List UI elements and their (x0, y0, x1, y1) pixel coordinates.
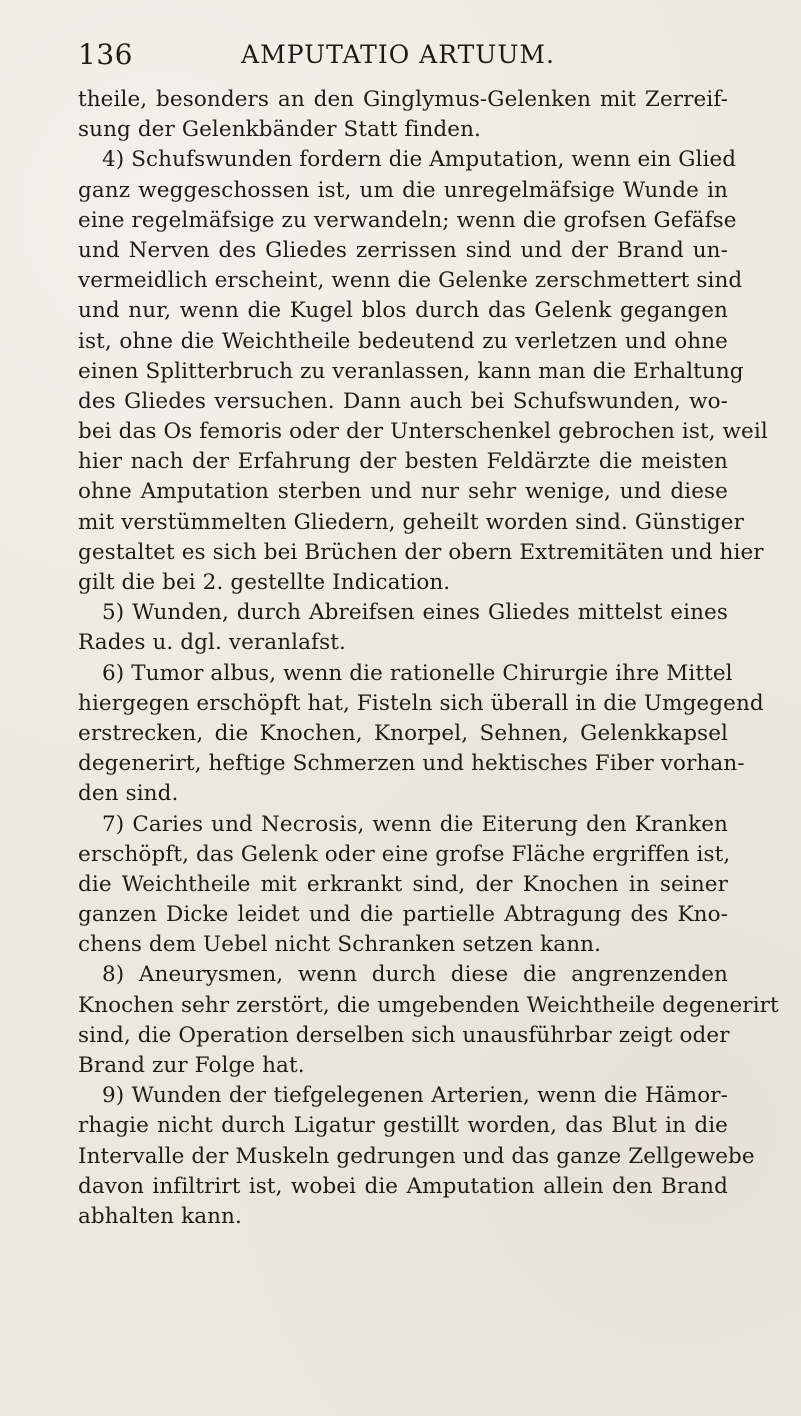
text-line-6: und Nerven des Gliedes zerrissen sind und der Brand un- (78, 237, 728, 263)
text-line-8: und nur, wenn die Kugel blos durch das Gelenk gegangen (78, 298, 728, 324)
text-line-15: mit verstümmelten Gliedern, geheilt worden sind. Günstiger (78, 509, 745, 535)
body-text (78, 85, 779, 1232)
text-line-2: sung der Gelenkbänder Statt finden. (78, 117, 481, 143)
text-line-29: chens dem Uebel nicht Schranken setzen kann. (78, 932, 602, 958)
text-line-34: 9) Wunden der tiefgelegenen Arterien, wenn die Hämor- (102, 1083, 728, 1109)
page-number: 136 (78, 38, 133, 71)
text-line-26: erschöpft, das Gelenk oder eine grofse Fläche ergriffen ist, (78, 841, 731, 867)
running-head: AMPUTATIO ARTUUM. (241, 40, 555, 69)
text-line-5: eine regelmäfsige zu verwandeln; wenn die grofsen Gefäfse (78, 207, 737, 233)
text-line-31: Knochen sehr zerstört, die umgebenden Weichtheile degenerirt (78, 992, 779, 1018)
text-line-14: ohne Amputation sterben und nur sehr wenige, und diese (78, 479, 728, 505)
text-line-11: des Gliedes versuchen. Dann auch bei Schufswunden, wo- (78, 388, 728, 414)
text-line-9: ist, ohne die Weichtheile bedeutend zu verletzen und ohne (78, 328, 728, 354)
text-line-16: gestaltet es sich bei Brüchen der obern Extremitäten und hier (78, 539, 764, 565)
text-line-12: bei das Os femoris oder der Unterschenkel gebrochen ist, weil (78, 419, 768, 445)
page-header (78, 35, 718, 75)
text-line-27: die Weichtheile mit erkrankt sind, der Knochen in seiner (78, 871, 728, 897)
text-line-24: den sind. (78, 781, 179, 807)
text-line-23: degenerirt, heftige Schmerzen und hektisches Fiber vorhan- (78, 751, 745, 777)
text-line-20: 6) Tumor albus, wenn die rationelle Chirurgie ihre Mittel (102, 660, 733, 686)
text-line-1: theile, besonders an den Ginglymus-Gelenken mit Zerreif- (78, 87, 728, 112)
text-line-38: abhalten kann. (78, 1203, 242, 1229)
text-line-25: 7) Caries und Necrosis, wenn die Eiterung den Kranken (102, 811, 728, 837)
text-line-4: ganz weggeschossen ist, um die unregelmäfsige Wunde in (78, 177, 728, 203)
text-line-36: Intervalle der Muskeln gedrungen und das ganze Zellgewebe (78, 1143, 755, 1169)
text-line-35: rhagie nicht durch Ligatur gestillt worden, das Blut in die (78, 1113, 728, 1139)
text-line-32: sind, die Operation derselben sich unausführbar zeigt oder (78, 1022, 730, 1048)
text-line-22: erstrecken, die Knochen, Knorpel, Sehnen, Gelenkkapsel (78, 720, 728, 746)
text-line-7: vermeidlich erscheint, wenn die Gelenke zerschmettert sind (78, 268, 743, 294)
text-line-13: hier nach der Erfahrung der besten Feldärzte die meisten (78, 449, 728, 475)
text-line-30: 8) Aneurysmen, wenn durch diese die angrenzenden (102, 962, 728, 988)
text-line-33: Brand zur Folge hat. (78, 1053, 305, 1078)
text-line-17: gilt die bei 2. gestellte Indication. (78, 570, 451, 595)
text-line-28: ganzen Dicke leidet und die partielle Abtragung des Kno- (78, 902, 728, 928)
text-line-10: einen Splitterbruch zu veranlassen, kann man die Erhaltung (78, 358, 744, 384)
text-line-21: hiergegen erschöpft hat, Fisteln sich überall in die Umgegend (78, 690, 764, 716)
text-line-37: davon infiltrirt ist, wobei die Amputation allein den Brand (78, 1173, 728, 1199)
text-line-18: 5) Wunden, durch Abreifsen eines Gliedes mittelst eines (102, 600, 728, 626)
text-line-3: 4) Schufswunden fordern die Amputation, wenn ein Glied (102, 147, 737, 173)
text-line-19: Rades u. dgl. veranlafst. (78, 630, 346, 656)
